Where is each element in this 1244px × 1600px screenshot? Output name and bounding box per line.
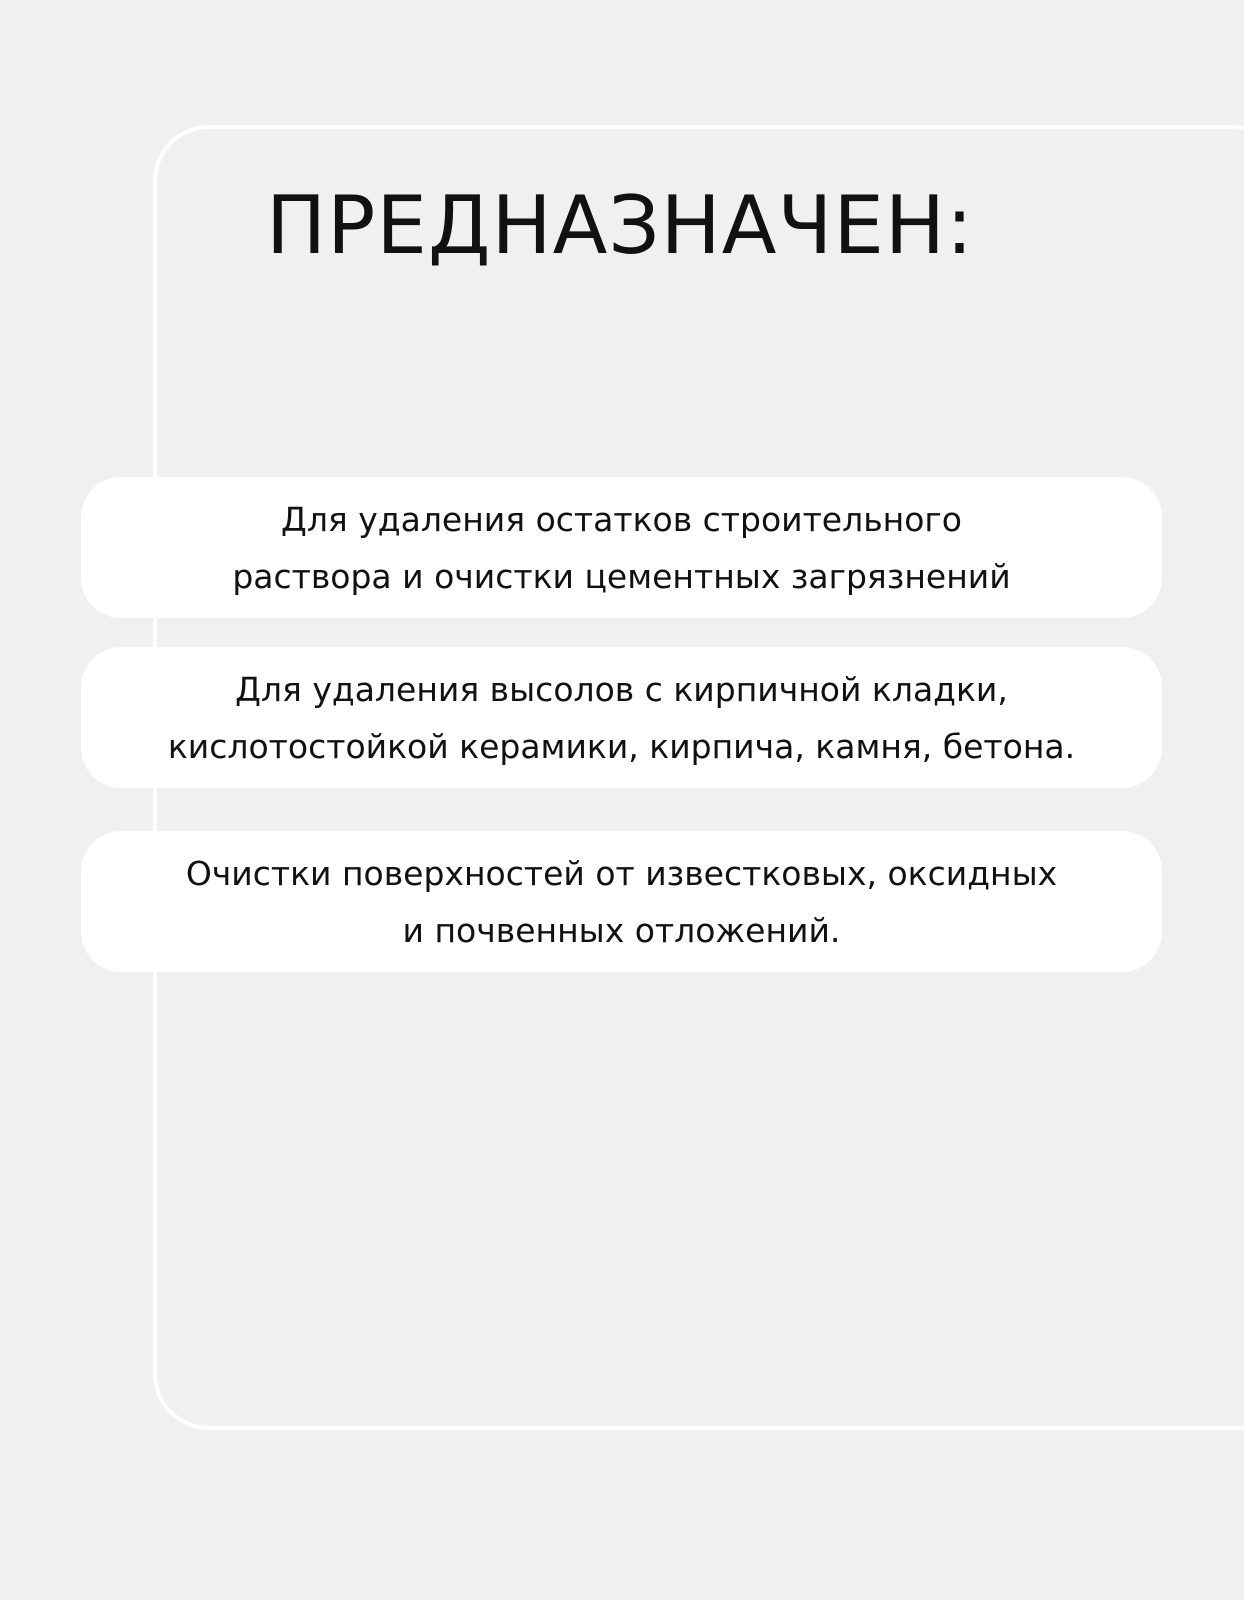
page-title: ПРЕДНАЗНАЧЕН: (266, 179, 974, 272)
purpose-line: раствора и очистки цементных загрязнений (232, 556, 1011, 596)
purpose-card-text (232, 491, 1010, 605)
purpose-line: Очистки поверхностей от известковых, оксидных (185, 853, 1058, 893)
purpose-card-deposits (81, 831, 1162, 972)
purpose-card-text (186, 845, 1057, 959)
purpose-card-text (168, 661, 1075, 775)
purpose-line: кислотостойкой керамики, кирпича, камня, бетона. (167, 726, 1076, 766)
purpose-card-mortar (81, 477, 1162, 618)
purpose-line: Для удаления высолов с кирпичной кладки, (235, 669, 1008, 709)
purpose-line: Для удаления остатков строительного (281, 499, 962, 539)
purpose-line: и почвенных отложений. (402, 910, 841, 950)
purpose-card-efflorescence (81, 647, 1162, 788)
